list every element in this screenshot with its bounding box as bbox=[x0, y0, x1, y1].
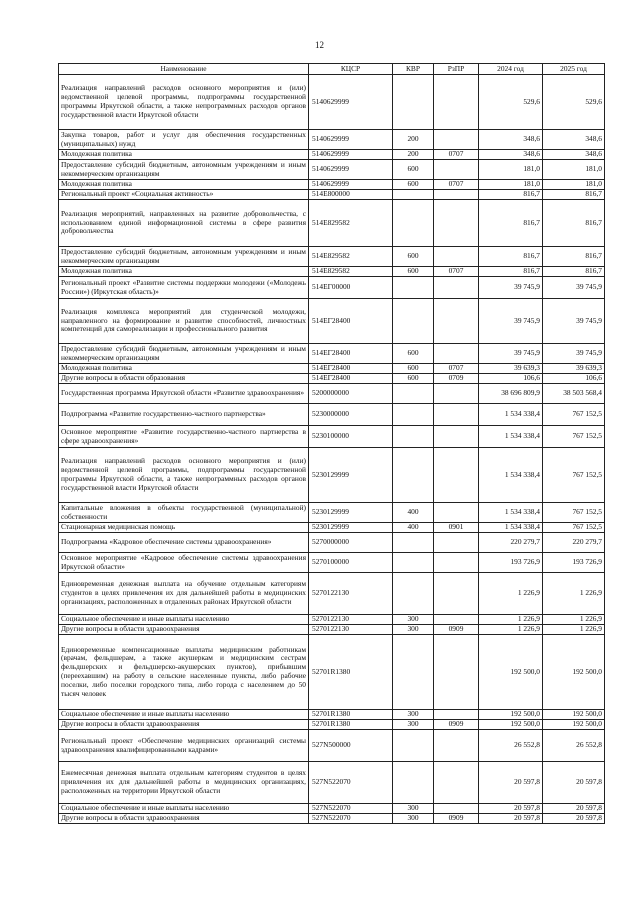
table-row bbox=[59, 533, 605, 553]
cell-kvr bbox=[393, 553, 434, 573]
cell-2025: 529,6 bbox=[543, 75, 605, 130]
table-row bbox=[59, 553, 605, 573]
table-row bbox=[59, 267, 605, 277]
cell-2024: 1 534 338,4 bbox=[479, 426, 543, 448]
cell-kvr: 400 bbox=[393, 523, 434, 533]
cell-kcsr: 514E800000 bbox=[309, 190, 393, 200]
cell-rzpr bbox=[434, 762, 479, 804]
cell-kvr: 300 bbox=[393, 615, 434, 625]
table-header bbox=[59, 64, 605, 75]
table-row bbox=[59, 344, 605, 364]
cell-name: Другие вопросы в области здравоохранения bbox=[59, 720, 309, 730]
cell-rzpr: 0909 bbox=[434, 720, 479, 730]
cell-kcsr: 514ЕГ28400 bbox=[309, 364, 393, 374]
cell-rzpr: 0901 bbox=[434, 523, 479, 533]
header-row bbox=[59, 64, 605, 75]
cell-2024: 39 639,3 bbox=[479, 364, 543, 374]
cell-kvr: 300 bbox=[393, 625, 434, 635]
table-row bbox=[59, 160, 605, 180]
cell-2025: 348,6 bbox=[543, 130, 605, 150]
cell-name: Единовременные компенсационные выплаты медицинским работникам (врачам, фельдшерам, а также акушеркам и медицинским сестрам фельдшерских и фельдшерско-акушерских пунктов), прибывшим (переехавшим) на работу в сельские населенные пункты, либо рабочие поселки, либо поселки городского типа, либо города с населением до 50 тысяч человек bbox=[59, 635, 309, 710]
cell-2025: 816,7 bbox=[543, 247, 605, 267]
cell-kcsr: 5230129999 bbox=[309, 448, 393, 503]
cell-name: Предоставление субсидий бюджетным, автономным учреждениям и иным некоммерческим организациям bbox=[59, 344, 309, 364]
table-row bbox=[59, 130, 605, 150]
cell-2025: 767 152,5 bbox=[543, 448, 605, 503]
cell-name: Социальное обеспечение и иные выплаты населению bbox=[59, 710, 309, 720]
cell-rzpr: 0707 bbox=[434, 364, 479, 374]
cell-kcsr: 514E829582 bbox=[309, 200, 393, 247]
cell-kcsr: 527N522070 bbox=[309, 804, 393, 814]
cell-rzpr bbox=[434, 190, 479, 200]
table-row bbox=[59, 75, 605, 130]
cell-2025: 20 597,8 bbox=[543, 804, 605, 814]
cell-kvr bbox=[393, 200, 434, 247]
table-row bbox=[59, 426, 605, 448]
cell-kvr: 300 bbox=[393, 720, 434, 730]
cell-kcsr: 5230129999 bbox=[309, 523, 393, 533]
cell-rzpr bbox=[434, 200, 479, 247]
table-row bbox=[59, 364, 605, 374]
cell-name: Региональный проект «Обеспечение медицинских организаций системы здравоохранения квалифицированными кадрами» bbox=[59, 730, 309, 762]
cell-2024: 26 552,8 bbox=[479, 730, 543, 762]
cell-2025: 1 226,9 bbox=[543, 625, 605, 635]
cell-2024: 39 745,9 bbox=[479, 277, 543, 299]
cell-kcsr: 514ЕГ00000 bbox=[309, 277, 393, 299]
cell-2025: 106,6 bbox=[543, 374, 605, 384]
table-row bbox=[59, 804, 605, 814]
cell-2024: 529,6 bbox=[479, 75, 543, 130]
cell-2025: 1 226,9 bbox=[543, 615, 605, 625]
cell-rzpr: 0707 bbox=[434, 267, 479, 277]
cell-kcsr: 514E829582 bbox=[309, 267, 393, 277]
cell-2024: 1 226,9 bbox=[479, 625, 543, 635]
cell-2024: 1 534 338,4 bbox=[479, 404, 543, 426]
header-2024: 2024 год bbox=[479, 64, 543, 75]
cell-kcsr: 5230129999 bbox=[309, 503, 393, 523]
cell-name: Подпрограмма «Развитие государственно-частного партнерства» bbox=[59, 404, 309, 426]
cell-kvr: 300 bbox=[393, 804, 434, 814]
cell-kvr bbox=[393, 635, 434, 710]
table-row bbox=[59, 635, 605, 710]
table-body bbox=[59, 75, 605, 824]
cell-2025: 816,7 bbox=[543, 200, 605, 247]
table-row bbox=[59, 200, 605, 247]
header-rzpr: РзПР bbox=[434, 64, 479, 75]
table-row bbox=[59, 384, 605, 404]
cell-2024: 20 597,8 bbox=[479, 814, 543, 824]
cell-kvr: 200 bbox=[393, 130, 434, 150]
cell-name: Основное мероприятие «Кадровое обеспечение системы здравоохранения Иркутской области» bbox=[59, 553, 309, 573]
cell-rzpr bbox=[434, 247, 479, 267]
cell-kvr: 600 bbox=[393, 374, 434, 384]
table-row bbox=[59, 615, 605, 625]
cell-2025: 192 500,0 bbox=[543, 710, 605, 720]
cell-name: Другие вопросы в области образования bbox=[59, 374, 309, 384]
cell-kvr bbox=[393, 762, 434, 804]
table-row bbox=[59, 190, 605, 200]
cell-kvr bbox=[393, 384, 434, 404]
cell-2024: 220 279,7 bbox=[479, 533, 543, 553]
page-number: 12 bbox=[315, 40, 324, 50]
cell-2024: 193 726,9 bbox=[479, 553, 543, 573]
cell-2025: 348,6 bbox=[543, 150, 605, 160]
cell-name: Молодежная политика bbox=[59, 364, 309, 374]
cell-name: Единовременная денежная выплата на обучение отдельным категориям студентов в целях привлечения их для дальнейшей работы в медицинских организациях, расположенных в отдаленных районах Иркутской области bbox=[59, 573, 309, 615]
cell-kvr: 600 bbox=[393, 180, 434, 190]
cell-name: Основное мероприятие «Развитие государственно-частного партнерства в сфере здравоохранения» bbox=[59, 426, 309, 448]
cell-kvr bbox=[393, 730, 434, 762]
table-row bbox=[59, 277, 605, 299]
cell-kcsr: 514ЕГ28400 bbox=[309, 374, 393, 384]
cell-2024: 816,7 bbox=[479, 190, 543, 200]
cell-2024: 39 745,9 bbox=[479, 299, 543, 344]
cell-name: Молодежная политика bbox=[59, 267, 309, 277]
cell-kvr bbox=[393, 404, 434, 426]
cell-kcsr: 5270122130 bbox=[309, 615, 393, 625]
cell-rzpr bbox=[434, 553, 479, 573]
cell-2024: 816,7 bbox=[479, 267, 543, 277]
cell-rzpr bbox=[434, 573, 479, 615]
cell-kcsr: 5230100000 bbox=[309, 426, 393, 448]
cell-rzpr bbox=[434, 635, 479, 710]
cell-kcsr: 5140629999 bbox=[309, 130, 393, 150]
cell-2024: 1 534 338,4 bbox=[479, 523, 543, 533]
cell-2024: 106,6 bbox=[479, 374, 543, 384]
cell-kvr bbox=[393, 75, 434, 130]
cell-2025: 181,0 bbox=[543, 160, 605, 180]
cell-kvr: 600 bbox=[393, 364, 434, 374]
cell-2025: 39 745,9 bbox=[543, 344, 605, 364]
cell-kvr bbox=[393, 190, 434, 200]
cell-rzpr bbox=[434, 160, 479, 180]
cell-kvr: 300 bbox=[393, 710, 434, 720]
cell-rzpr bbox=[434, 503, 479, 523]
cell-kcsr: 5270000000 bbox=[309, 533, 393, 553]
cell-rzpr: 0709 bbox=[434, 374, 479, 384]
budget-table bbox=[58, 63, 605, 824]
cell-name: Молодежная политика bbox=[59, 150, 309, 160]
cell-2024: 20 597,8 bbox=[479, 762, 543, 804]
cell-kvr bbox=[393, 299, 434, 344]
table-row bbox=[59, 150, 605, 160]
cell-2025: 192 500,0 bbox=[543, 720, 605, 730]
cell-rzpr: 0707 bbox=[434, 180, 479, 190]
cell-name: Предоставление субсидий бюджетным, автономным учреждениям и иным некоммерческим организациям bbox=[59, 160, 309, 180]
table-row bbox=[59, 404, 605, 426]
cell-kcsr: 52701R1380 bbox=[309, 720, 393, 730]
header-name: Наименование bbox=[59, 64, 309, 75]
cell-name: Социальное обеспечение и иные выплаты населению bbox=[59, 804, 309, 814]
cell-kvr: 200 bbox=[393, 150, 434, 160]
cell-kcsr: 5270122130 bbox=[309, 573, 393, 615]
table-row bbox=[59, 814, 605, 824]
cell-kcsr: 5270122130 bbox=[309, 625, 393, 635]
cell-rzpr bbox=[434, 426, 479, 448]
cell-kcsr: 52701R1380 bbox=[309, 635, 393, 710]
cell-2025: 767 152,5 bbox=[543, 426, 605, 448]
cell-name: Государственная программа Иркутской области «Развитие здравоохранения» bbox=[59, 384, 309, 404]
table-row bbox=[59, 625, 605, 635]
table-row bbox=[59, 448, 605, 503]
cell-kvr: 600 bbox=[393, 160, 434, 180]
cell-rzpr bbox=[434, 75, 479, 130]
cell-rzpr bbox=[434, 384, 479, 404]
cell-name: Другие вопросы в области здравоохранения bbox=[59, 625, 309, 635]
cell-2024: 38 696 809,9 bbox=[479, 384, 543, 404]
cell-kcsr: 527N500000 bbox=[309, 730, 393, 762]
cell-name: Подпрограмма «Кадровое обеспечение системы здравоохранения» bbox=[59, 533, 309, 553]
cell-kcsr: 527N522070 bbox=[309, 814, 393, 824]
cell-name: Реализация комплекса мероприятий для студенческой молодежи, направленного на формирование и развитие способностей, личностных компетенций для самореализации и профессионального развития bbox=[59, 299, 309, 344]
cell-name: Закупка товаров, работ и услуг для обеспечения государственных (муниципальных) нужд bbox=[59, 130, 309, 150]
table-row bbox=[59, 573, 605, 615]
cell-rzpr: 0707 bbox=[434, 150, 479, 160]
cell-2024: 192 500,0 bbox=[479, 720, 543, 730]
cell-2024: 1 534 338,4 bbox=[479, 503, 543, 523]
cell-rzpr bbox=[434, 130, 479, 150]
cell-rzpr: 0909 bbox=[434, 625, 479, 635]
header-kvr: КВР bbox=[393, 64, 434, 75]
table-row bbox=[59, 180, 605, 190]
cell-name: Стационарная медицинская помощь bbox=[59, 523, 309, 533]
cell-kcsr: 514ЕГ28400 bbox=[309, 299, 393, 344]
cell-2024: 181,0 bbox=[479, 160, 543, 180]
cell-kcsr: 5200000000 bbox=[309, 384, 393, 404]
table-row bbox=[59, 299, 605, 344]
cell-kvr: 600 bbox=[393, 344, 434, 364]
cell-2025: 767 152,5 bbox=[543, 523, 605, 533]
cell-kvr: 300 bbox=[393, 814, 434, 824]
table-row bbox=[59, 523, 605, 533]
table-row bbox=[59, 710, 605, 720]
cell-2025: 38 503 568,4 bbox=[543, 384, 605, 404]
cell-name: Ежемесячная денежная выплата отдельным категориям студентов в целях привлечения их для дальнейшей работы в медицинских организациях, расположенных на территории Иркутской области bbox=[59, 762, 309, 804]
header-2025: 2025 год bbox=[543, 64, 605, 75]
cell-2025: 20 597,8 bbox=[543, 814, 605, 824]
cell-2024: 20 597,8 bbox=[479, 804, 543, 814]
cell-2025: 181,0 bbox=[543, 180, 605, 190]
cell-kvr bbox=[393, 533, 434, 553]
cell-kcsr: 5140629999 bbox=[309, 150, 393, 160]
cell-kcsr: 527N522070 bbox=[309, 762, 393, 804]
cell-rzpr bbox=[434, 615, 479, 625]
table-row bbox=[59, 730, 605, 762]
cell-name: Реализация направлений расходов основного мероприятия и (или) ведомственной целевой программы, подпрограммы государственной программы Иркутской области, а также непрограммных расходов органов государственной власти Иркутской области bbox=[59, 448, 309, 503]
cell-rzpr bbox=[434, 277, 479, 299]
cell-kcsr: 52701R1380 bbox=[309, 710, 393, 720]
cell-kvr: 600 bbox=[393, 247, 434, 267]
cell-kvr bbox=[393, 573, 434, 615]
cell-kcsr: 5270100000 bbox=[309, 553, 393, 573]
cell-kvr: 600 bbox=[393, 267, 434, 277]
table-row bbox=[59, 720, 605, 730]
cell-kvr bbox=[393, 426, 434, 448]
cell-rzpr bbox=[434, 730, 479, 762]
cell-name: Капитальные вложения в объекты государственной (муниципальной) собственности bbox=[59, 503, 309, 523]
cell-2025: 192 500,0 bbox=[543, 635, 605, 710]
header-kcsr: КЦСР bbox=[309, 64, 393, 75]
cell-2024: 348,6 bbox=[479, 150, 543, 160]
cell-rzpr: 0909 bbox=[434, 814, 479, 824]
cell-rzpr bbox=[434, 404, 479, 426]
cell-2024: 181,0 bbox=[479, 180, 543, 190]
cell-name: Реализация мероприятий, направленных на развитие добровольчества, с использованием единой информационной системы в сфере развития добровольчества bbox=[59, 200, 309, 247]
cell-2025: 20 597,8 bbox=[543, 762, 605, 804]
cell-rzpr bbox=[434, 804, 479, 814]
cell-kcsr: 5140629999 bbox=[309, 180, 393, 190]
cell-rzpr bbox=[434, 710, 479, 720]
cell-kcsr: 5140629999 bbox=[309, 160, 393, 180]
cell-kvr: 400 bbox=[393, 503, 434, 523]
cell-2025: 220 279,7 bbox=[543, 533, 605, 553]
table-row bbox=[59, 503, 605, 523]
cell-2024: 1 534 338,4 bbox=[479, 448, 543, 503]
cell-rzpr bbox=[434, 448, 479, 503]
cell-2025: 39 639,3 bbox=[543, 364, 605, 374]
cell-2025: 193 726,9 bbox=[543, 553, 605, 573]
cell-2024: 816,7 bbox=[479, 200, 543, 247]
cell-rzpr bbox=[434, 344, 479, 364]
cell-2025: 767 152,5 bbox=[543, 404, 605, 426]
cell-name: Предоставление субсидий бюджетным, автономным учреждениям и иным некоммерческим организациям bbox=[59, 247, 309, 267]
cell-name: Молодежная политика bbox=[59, 180, 309, 190]
cell-kvr bbox=[393, 448, 434, 503]
cell-2024: 192 500,0 bbox=[479, 710, 543, 720]
cell-name: Другие вопросы в области здравоохранения bbox=[59, 814, 309, 824]
cell-2025: 1 226,9 bbox=[543, 573, 605, 615]
cell-name: Социальное обеспечение и иные выплаты населению bbox=[59, 615, 309, 625]
cell-name: Реализация направлений расходов основного мероприятия и (или) ведомственной целевой программы, подпрограммы государственной программы Иркутской области, а также непрограммных расходов органов государственной власти Иркутской области bbox=[59, 75, 309, 130]
cell-2025: 767 152,5 bbox=[543, 503, 605, 523]
cell-2025: 816,7 bbox=[543, 267, 605, 277]
cell-name: Региональный проект «Социальная активность» bbox=[59, 190, 309, 200]
cell-kcsr: 514ЕГ28400 bbox=[309, 344, 393, 364]
cell-2025: 39 745,9 bbox=[543, 299, 605, 344]
cell-2025: 26 552,8 bbox=[543, 730, 605, 762]
cell-2024: 1 226,9 bbox=[479, 573, 543, 615]
table-row bbox=[59, 247, 605, 267]
table-row bbox=[59, 374, 605, 384]
cell-name: Региональный проект «Развитие системы поддержки молодежи («Молодежь России») (Иркутская область)» bbox=[59, 277, 309, 299]
cell-2024: 348,6 bbox=[479, 130, 543, 150]
cell-2024: 1 226,9 bbox=[479, 615, 543, 625]
cell-kcsr: 5140629999 bbox=[309, 75, 393, 130]
cell-rzpr bbox=[434, 533, 479, 553]
cell-2025: 816,7 bbox=[543, 190, 605, 200]
cell-2024: 816,7 bbox=[479, 247, 543, 267]
table-row bbox=[59, 762, 605, 804]
cell-2024: 39 745,9 bbox=[479, 344, 543, 364]
cell-kcsr: 514E829582 bbox=[309, 247, 393, 267]
cell-kcsr: 5230000000 bbox=[309, 404, 393, 426]
cell-2025: 39 745,9 bbox=[543, 277, 605, 299]
cell-kvr bbox=[393, 277, 434, 299]
cell-2024: 192 500,0 bbox=[479, 635, 543, 710]
cell-rzpr bbox=[434, 299, 479, 344]
